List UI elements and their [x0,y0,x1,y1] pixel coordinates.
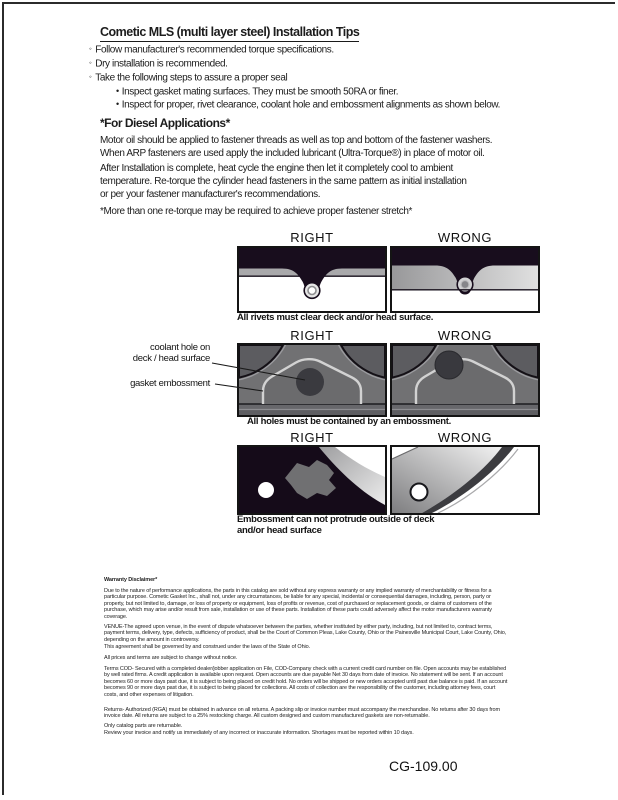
wrong-label: WRONG [437,230,493,245]
venue-paragraph: VENUE-The agreed upon venue, in the event of dispute whatsoever between the parties, whether instituted by either party, including, but not limited to, contract terms, payment terms, delivery, type, defects, sufficiency of product, shall be the Court of Common Pleas, Lake County, Ohio or the Painesville Municipal Court, Lake County, Ohio, depending on the amount in controversy. [104,624,507,643]
right-label: RIGHT [290,328,334,343]
bullet-marker: ◦ [89,58,92,67]
diagram-hole-wrong [390,343,540,417]
caption-embossment-line1: Embossment can not protrude outside of deck [237,514,435,525]
label-gasket-embossment: gasket embossment [130,378,210,389]
caption-holes: All holes must be contained by an embossment. [247,416,451,427]
diesel-para2-line: or per your fastener manufacturer's recommendations. [100,189,321,200]
label-coolant-hole: deck / head surface [132,353,210,364]
tip-sub-item [116,87,398,98]
catalog-returnable-line: Only catalog parts are returnable. [104,723,183,729]
diesel-para1-line: Motor oil should be applied to fastener threads as well as top and bottom of the fastener washers. [100,135,493,146]
diagram-embossment-right [237,445,387,515]
diagram-hole-right [237,343,387,417]
caption-rivets: All rivets must clear deck and/or head surface. [237,312,434,323]
page-border-left [2,2,4,795]
wrong-label: WRONG [437,328,493,343]
tip-item [89,59,228,70]
diesel-para2-line: After Installation is complete, heat cycle the engine then let it completely cool to ambient [100,163,453,174]
diesel-heading: *For Diesel Applications* [100,116,230,130]
tip-text: Dry installation is recommended. [95,58,228,70]
venue-paragraph-2: This agreement shall be governed by and construed under the laws of the State of Ohio. [104,644,311,650]
right-label: RIGHT [290,230,334,245]
tip-text: Follow manufacturer's recommended torque specifications. [95,44,334,56]
warranty-paragraph: Due to the nature of performance applications, the parts in this catalog are sold without any express warranty or any implied warranty of merchantability or fitness for a particular purpose. Cometic Gasket Inc., shall not, under any circumstances, be liable for any special, incidental or consequential damages, including, person, party or property, but not limited to, damage, or loss of property or equipment, loss of profits or revenue, cost of purchased or replacement goods, or claims of customers of the purchase, which may arise and/or result from sale, installation or use of these parts. Installation of these parts could adversely affect the motor manufacturers warranty coverage. [104,588,492,620]
page-title: Cometic MLS (multi layer steel) Installation Tips [100,25,359,42]
wrong-label: WRONG [437,430,493,445]
tip-text: Inspect gasket mating surfaces. They must be smooth 50RA or finer. [121,86,399,98]
diagram-rivet-right [237,246,387,313]
tip-item [89,73,287,84]
page-code: CG-109.00 [389,758,458,774]
diesel-para1-line: When ARP fasteners are used apply the included lubricant (Ultra-Torque®) in place of motor oil. [100,148,485,159]
right-label: RIGHT [290,430,334,445]
tip-sub-item [116,100,500,111]
diesel-para2-line: temperature. Re-torque the cylinder head fasteners in the same pattern as initial installation [100,176,467,187]
terms-paragraph: Terms COD- Secured with a completed dealer/jobber application on File, COD-Company check with a current credit card number on file. Open accounts may be established by well rated firms. A credit application is available upon request. Open accounts are due payable Net 30 days from date of invoice. No statement will be sent. If an account becomes 60 or more days past due, it is subject to being placed on credit hold. No orders will be shipped or new orders accepted until past due balance is paid. If an account becomes 90 or more days past due, it is subject to being placed for collections. All costs of collection are the responsibility of the customer, including attorney fees, court costs, and other expenses of litigation. [104,666,508,698]
prices-paragraph: All prices and terms are subject to change without notice. [104,655,238,661]
diagram-rivet-wrong [390,246,540,313]
label-coolant-hole: coolant hole on [150,342,210,353]
bullet-marker: ◦ [89,44,92,53]
tip-item [89,45,334,56]
sub-bullet-marker: • [116,86,119,96]
bullet-marker: ◦ [89,72,92,81]
warranty-heading: Warranty Disclaimer* [104,577,158,583]
caption-embossment-line2: and/or head surface [237,525,322,536]
tip-text: Take the following steps to assure a proper seal [95,72,288,84]
returns-paragraph: Returns- Authorized (RGA) must be obtained in advance on all returns. A packing slip or invoice number must accompany the merchandise. No returns after 30 days from invoice date. All returns are subject to a 25% restocking charge. All custom designed and custom manufactured gaskets are non-returnable. [104,707,500,720]
diagram-embossment-wrong [390,445,540,515]
sub-bullet-marker: • [116,99,119,109]
page-border-top [2,2,615,4]
retorque-note: *More than one re-torque may be required to achieve proper fastener stretch* [100,206,413,217]
tip-text: Inspect for proper, rivet clearance, coolant hole and embossment alignments as shown below. [121,99,501,111]
review-invoice-line: Review your invoice and notify us immediately of any incorrect or inaccurate information. Shortages must be reported within 10 days. [104,729,414,736]
